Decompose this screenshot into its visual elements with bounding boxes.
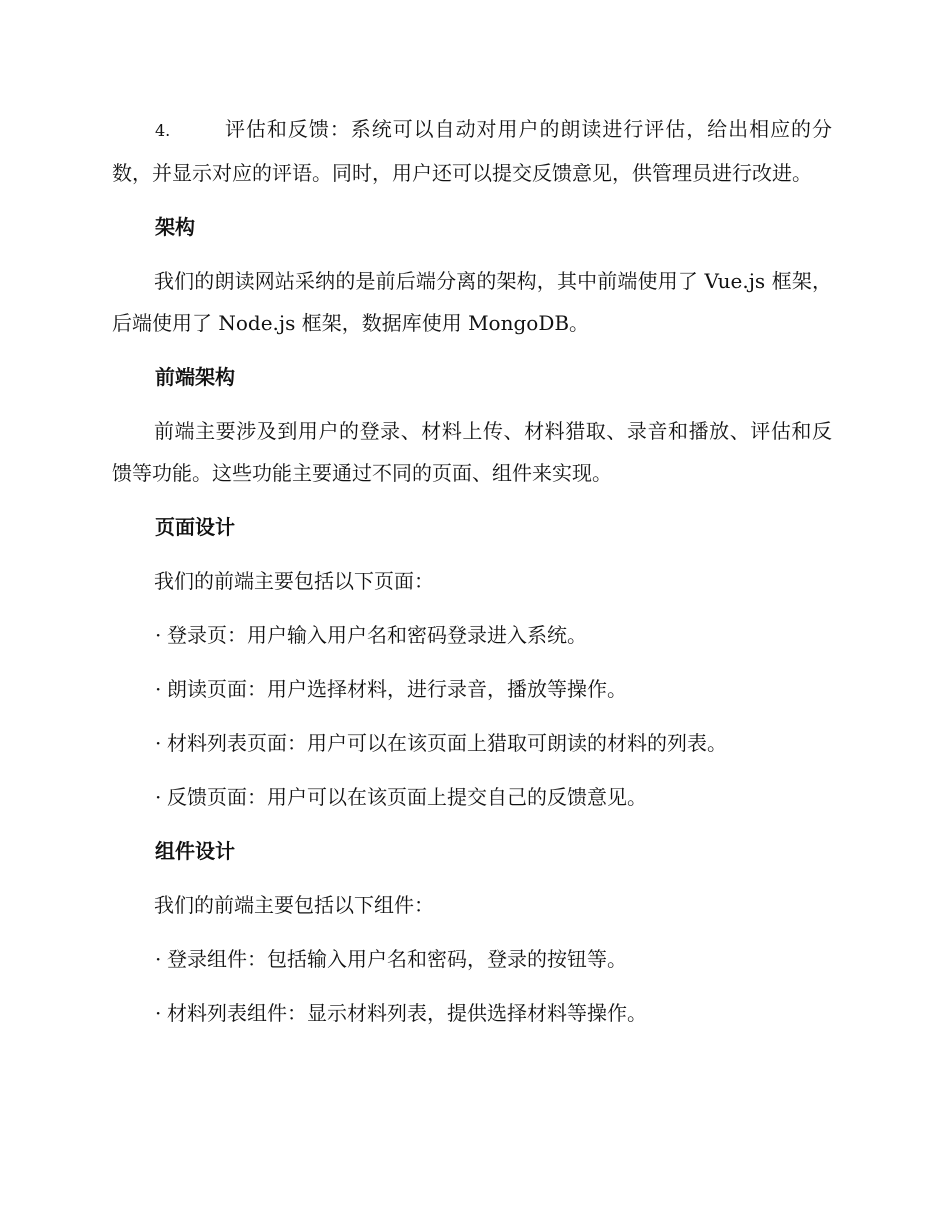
bullet-marker: ·	[155, 947, 162, 971]
paragraph-component-design-intro: 我们的前端主要包括以下组件：	[154, 893, 434, 917]
list-item-evaluation-feedback	[112, 108, 832, 194]
bullet-item-material-list-component	[155, 992, 832, 1034]
section-heading-page-design: 页面设计	[155, 515, 235, 539]
section-heading-architecture: 架构	[155, 215, 195, 239]
list-item-text: 评估和反馈：系统可以自动对用户的朗读进行评估，给出相应的分数，并显示对应的评语。同时，用户还可以提交反馈意见，供管理员进行改进。	[112, 117, 832, 185]
paragraph-architecture: 我们的朗读网站采纳的是前后端分离的架构，其中前端使用了 Vue.js 框架，后端使用了 Node.js 框架，数据库使用 MongoDB。	[112, 269, 832, 335]
list-number: 4.	[155, 121, 171, 140]
bullet-marker: ·	[155, 677, 162, 701]
bullet-text: 反馈页面：用户可以在该页面上提交自己的反馈意见。	[167, 785, 647, 809]
paragraph-frontend-architecture: 前端主要涉及到用户的登录、材料上传、材料猎取、录音和播放、评估和反馈等功能。这些功能主要通过不同的页面、组件来实现。	[112, 419, 832, 485]
section-heading-frontend-architecture: 前端架构	[155, 365, 235, 389]
bullet-item-material-list-page	[155, 722, 832, 764]
bullet-item-feedback-page	[155, 776, 832, 818]
bullet-text: 登录组件：包括输入用户名和密码，登录的按钮等。	[167, 947, 627, 971]
bullet-item-login-component	[155, 938, 832, 980]
document-content	[112, 108, 832, 1046]
bullet-marker: ·	[155, 1001, 162, 1025]
bullet-item-reading-page	[155, 668, 832, 710]
bullet-text: 朗读页面：用户选择材料，进行录音，播放等操作。	[167, 677, 627, 701]
bullet-text: 登录页：用户输入用户名和密码登录进入系统。	[167, 623, 587, 647]
bullet-text: 材料列表组件：显示材料列表，提供选择材料等操作。	[167, 1001, 647, 1025]
bullet-marker: ·	[155, 731, 162, 755]
bullet-marker: ·	[155, 623, 162, 647]
section-heading-component-design: 组件设计	[155, 839, 235, 863]
bullet-marker: ·	[155, 785, 162, 809]
bullet-text: 材料列表页面：用户可以在该页面上猎取可朗读的材料的列表。	[167, 731, 727, 755]
paragraph-page-design-intro: 我们的前端主要包括以下页面：	[154, 569, 434, 593]
bullet-item-login-page	[155, 614, 832, 656]
